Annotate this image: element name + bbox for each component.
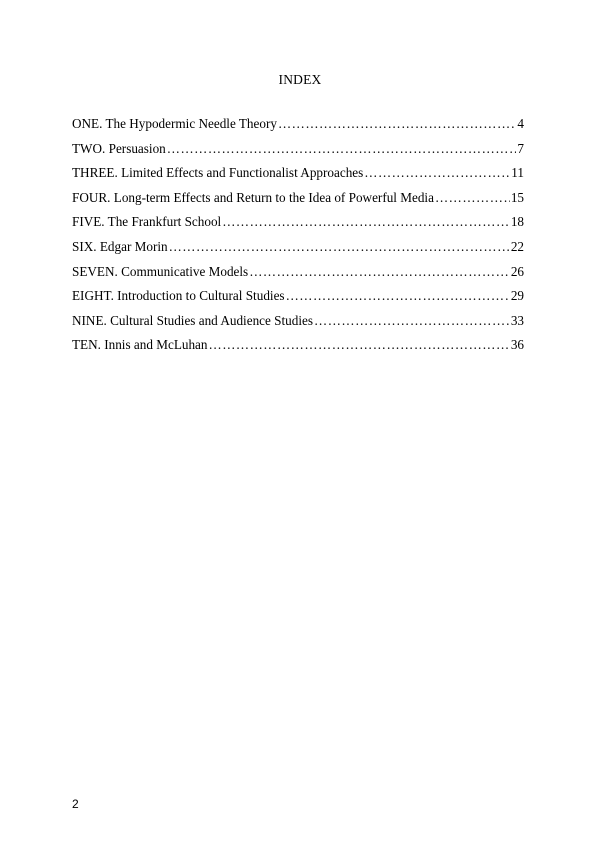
toc-entry-page: 29 — [510, 288, 524, 304]
toc-entry-page: 4 — [517, 116, 524, 131]
toc-entry-label: SIX. Edgar Morin — [72, 238, 168, 254]
toc-entry[interactable] — [72, 288, 524, 313]
toc-entry-label: EIGHT. Introduction to Cultural Studies — [72, 288, 285, 304]
toc-entry-label: TWO. Persuasion — [72, 140, 166, 156]
toc-entry-label: TEN. Innis and McLuhan — [72, 337, 208, 353]
toc-dot-leader — [364, 165, 510, 181]
toc-entry[interactable] — [72, 214, 524, 239]
toc-entry-label: FOUR. Long-term Effects and Return to the Idea of Powerful Media — [72, 189, 434, 205]
toc-dot-leader — [278, 116, 516, 132]
toc-entry[interactable] — [72, 116, 524, 141]
toc-dot-leader — [314, 313, 510, 329]
toc-entry[interactable] — [72, 141, 524, 166]
toc-dot-leader — [169, 239, 510, 255]
table-of-contents — [72, 116, 524, 362]
toc-entry-page: 36 — [510, 337, 524, 353]
toc-entry-page: 15 — [510, 189, 524, 205]
toc-entry-page: 11 — [511, 165, 524, 181]
toc-dot-leader — [167, 141, 517, 157]
toc-entry-page: 26 — [510, 263, 524, 279]
toc-dot-leader — [249, 264, 510, 280]
toc-entry[interactable] — [72, 313, 524, 338]
index-title: INDEX — [278, 72, 322, 87]
toc-entry-label: NINE. Cultural Studies and Audience Studies — [72, 312, 314, 328]
toc-entry-label: SEVEN. Communicative Models — [72, 263, 249, 279]
toc-entry-label: THREE. Limited Effects and Functionalist Approaches — [72, 165, 364, 181]
toc-entry[interactable] — [72, 165, 524, 190]
toc-entry-page: 33 — [510, 312, 524, 328]
toc-entry[interactable] — [72, 239, 524, 264]
toc-entry-label: ONE. The Hypodermic Needle Theory — [72, 116, 277, 131]
toc-entry[interactable] — [72, 190, 524, 215]
toc-dot-leader — [286, 288, 510, 304]
toc-entry-page: 22 — [510, 238, 524, 254]
toc-entry[interactable] — [72, 337, 524, 362]
toc-entry-page: 7 — [517, 140, 524, 156]
toc-entry-label: FIVE. The Frankfurt School — [72, 214, 222, 230]
toc-dot-leader — [222, 214, 510, 230]
page-number: 2 — [72, 797, 79, 811]
toc-dot-leader — [209, 337, 510, 353]
toc-entry-page: 18 — [510, 214, 524, 230]
toc-dot-leader — [435, 190, 510, 206]
toc-entry[interactable] — [72, 264, 524, 289]
